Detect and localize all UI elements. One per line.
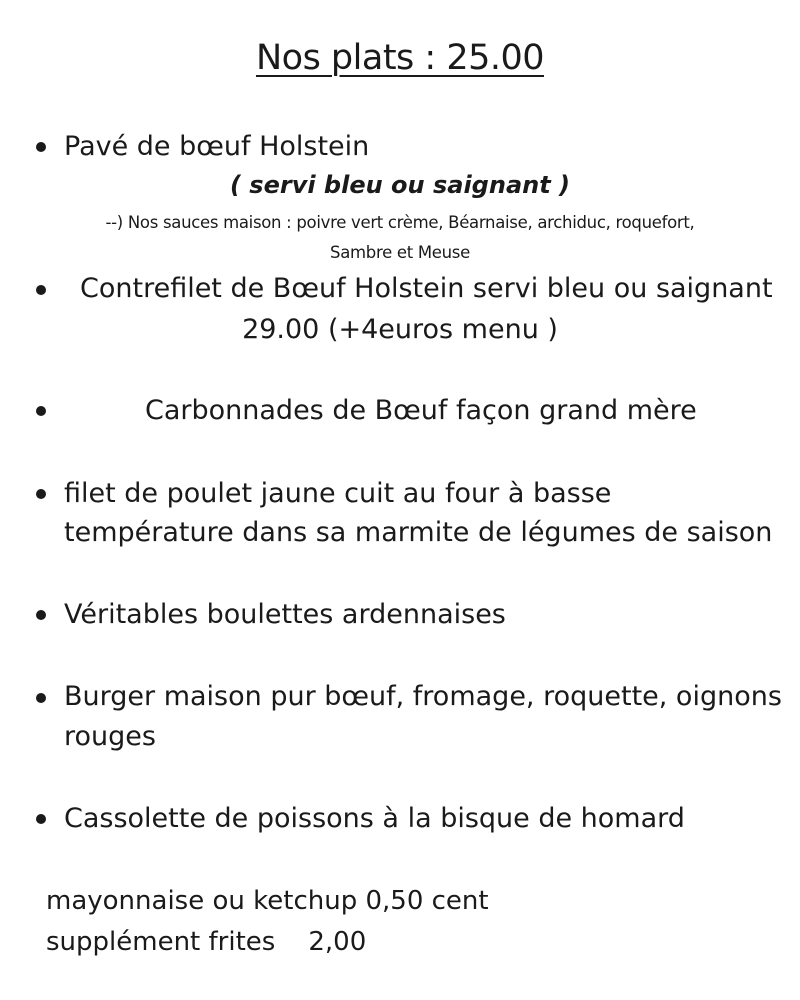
menu-item-contrefilet: Contrefilet de Bœuf Holstein servi bleu ou saignant bbox=[80, 273, 773, 304]
menu-item-contrefilet-price: 29.00 (+4euros menu ) bbox=[242, 314, 558, 345]
bullet-icon bbox=[36, 693, 46, 703]
sauces-line-1: --) Nos sauces maison : poivre vert crème, Béarnaise, archiduc, roquefort, bbox=[105, 213, 695, 232]
extra-sauce-price: mayonnaise ou ketchup 0,50 cent bbox=[46, 886, 489, 916]
bullet-icon bbox=[36, 406, 46, 416]
menu-item-poulet-line-1: filet de poulet jaune cuit au four à basse bbox=[64, 478, 612, 509]
bullet-icon bbox=[36, 610, 46, 620]
menu-item-carbonnades: Carbonnades de Bœuf façon grand mère bbox=[145, 395, 697, 426]
menu-item-boulettes: Véritables boulettes ardennaises bbox=[64, 599, 506, 630]
bullet-icon bbox=[36, 285, 46, 295]
bullet-icon bbox=[36, 489, 46, 499]
menu-item-poulet-line-2: température dans sa marmite de légumes de saison bbox=[64, 517, 773, 548]
bullet-icon bbox=[36, 814, 46, 824]
extra-fries-price: supplément frites 2,00 bbox=[46, 927, 367, 957]
bullet-icon bbox=[36, 142, 46, 152]
menu-item-pave: Pavé de bœuf Holstein bbox=[64, 131, 370, 162]
menu-item-burger-line-2: rouges bbox=[64, 721, 156, 752]
menu-item-burger-line-1: Burger maison pur bœuf, fromage, roquette, oignons bbox=[64, 681, 782, 712]
menu-item-cassolette: Cassolette de poissons à la bisque de homard bbox=[64, 803, 685, 834]
page-title: Nos plats : 25.00 bbox=[255, 38, 545, 78]
sauces-line-2: Sambre et Meuse bbox=[330, 243, 470, 262]
cooking-note: ( servi bleu ou saignant ) bbox=[229, 171, 571, 199]
